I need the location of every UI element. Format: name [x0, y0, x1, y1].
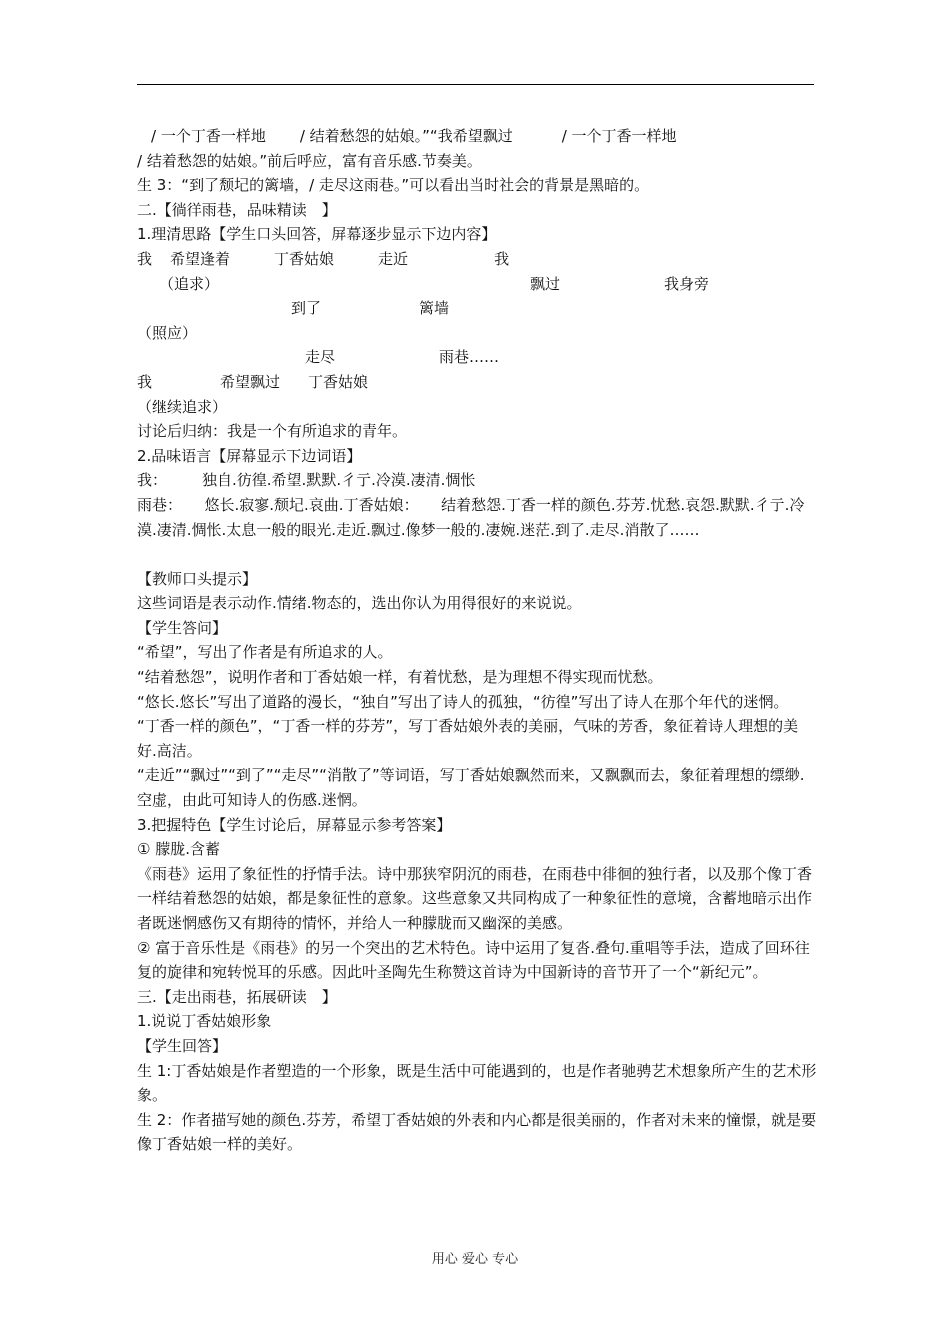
diagram-label: 希望逢着 — [170, 249, 231, 268]
diagram-row — [137, 345, 817, 370]
header-rule — [137, 84, 814, 85]
diagram-label: 飘过 — [530, 274, 561, 293]
diagram-label: 我 — [137, 249, 153, 268]
section-heading: 二.【徜徉雨巷，品味精读 】 — [137, 200, 337, 219]
word-label: 我： — [137, 471, 168, 490]
paragraph: ② 富于音乐性是《雨巷》的另一个突出的艺术特色。诗中运用了复沓.叠句.重唱等手法，造成了回环往复的旋律和宛转悦耳的乐感。因此叶圣陶先生称赞这首诗为中国新诗的音节开了一个“新纪元”。 — [137, 938, 810, 982]
text-line: 【学生答问】 — [137, 618, 228, 637]
subsection-heading: 3.把握特色【学生讨论后，屏幕显示参考答案】 — [137, 815, 452, 834]
text-fragment: / 一个丁香一样地 — [151, 127, 266, 145]
text-line: ① 朦胧.含蓄 — [137, 840, 220, 859]
word-list: 独自.彷徨.希望.默默.彳亍.冷漠.凄清.惆怅 — [202, 471, 476, 490]
diagram-row — [137, 296, 817, 321]
subsection-heading: 1.理清思路【学生口头回答，屏幕逐步显示下边内容】 — [137, 225, 497, 244]
diagram-label: （继续追求） — [137, 397, 228, 416]
paragraph: 雨巷： 悠长.寂寥.颓圮.哀曲.丁香姑娘： 结着愁怨.丁香一样的颜色.芬芳.忧愁.哀怨.默默.彳亍.冷漠.凄清.惆怅.太息一般的眼光.走近.飘过.像梦一般的.凄婉.迷茫.到了.走尽.消散了…… — [137, 495, 805, 539]
paragraph: “丁香一样的颜色”，“丁香一样的芬芳”，写丁香姑娘外表的美丽，气味的芳香，象征着诗人理想的美好.高洁。 — [137, 717, 799, 760]
blank-line — [137, 542, 817, 567]
diagram-row — [137, 370, 817, 395]
diagram-label: （追求） — [159, 274, 220, 293]
diagram-label: 我 — [494, 249, 510, 268]
subsection-heading: 2.品味语言【屏幕显示下边词语】 — [137, 446, 362, 465]
diagram-label: 走近 — [378, 249, 409, 268]
text-line: 生 3：“到了颓圮的篱墙，/ 走尽这雨巷。”可以看出当时社会的背景是黑暗的。 — [137, 176, 650, 195]
diagram-row — [137, 247, 817, 272]
document-body — [137, 124, 817, 1157]
diagram-label: 篱墙 — [419, 299, 450, 318]
paragraph: 《雨巷》运用了象征性的抒情手法。诗中那狭窄阴沉的雨巷，在雨巷中徘徊的独行者，以及那个像丁香一样结着愁怨的姑娘，都是象征性的意象。这些意象又共同构成了一种象征性的意境，含蓄地暗示出作者既迷惘感伤又有期待的情怀，并给人一种朦胧而又幽深的美感。 — [137, 864, 813, 932]
text-line: 讨论后归纳：我是一个有所追求的青年。 — [137, 422, 408, 441]
paragraph: “走近”“飘过”“到了”“走尽”“消散了”等词语，写丁香姑娘飘然而来，又飘飘而去，象征着理想的缥缈.空虚，由此可知诗人的伤感.迷惘。 — [137, 766, 805, 810]
diagram-row — [137, 395, 817, 420]
text-line — [137, 124, 817, 149]
text-line: 【教师口头提示】 — [137, 569, 258, 588]
diagram-label: （照应） — [137, 323, 198, 342]
diagram-label: 希望飘过 — [220, 372, 281, 391]
text-line — [137, 468, 817, 493]
diagram-label: 丁香姑娘 — [308, 372, 369, 391]
diagram-label: 走尽 — [305, 348, 336, 367]
diagram-label: 我身旁 — [664, 274, 710, 293]
text-line: / 结着愁怨的姑娘。”前后呼应，富有音乐感.节奏美。 — [137, 151, 482, 170]
text-fragment: / 结着愁怨的姑娘。”“我希望飘过 — [299, 127, 513, 145]
section-heading: 三.【走出雨巷，拓展研读 】 — [137, 987, 337, 1006]
paragraph: “希望”，写出了作者是有所追求的人。 — [137, 643, 393, 662]
text-fragment: / 一个丁香一样地 — [561, 127, 677, 145]
diagram-row — [137, 321, 817, 346]
text-line: 【学生回答】 — [137, 1036, 228, 1055]
diagram-label: 雨巷…… — [439, 348, 500, 367]
page-footer: 用心 爱心 专心 — [431, 1252, 519, 1267]
paragraph: 生 2：作者描写她的颜色.芬芳，希望丁香姑娘的外表和内心都是很美丽的，作者对未来的憧憬，就是要像丁香姑娘一样的美好。 — [137, 1110, 817, 1154]
diagram-label: 我 — [137, 372, 153, 391]
paragraph: “悠长.悠长”写出了道路的漫长，“独自”写出了诗人的孤独，“彷徨”写出了诗人在那个年代的迷惘。 — [137, 692, 789, 711]
paragraph: “结着愁怨”，说明作者和丁香姑娘一样，有着忧愁，是为理想不得实现而忧愁。 — [137, 668, 663, 687]
subsection-heading: 1.说说丁香姑娘形象 — [137, 1012, 272, 1031]
diagram-label: 到了 — [291, 299, 322, 318]
diagram-label: 丁香姑娘 — [274, 249, 335, 268]
paragraph: 生 1:丁香姑娘是作者塑造的一个形象，既是生活中可能遇到的，也是作者驰骋艺术想象所产生的艺术形象。 — [137, 1061, 817, 1105]
text-line: 这些词语是表示动作.情绪.物态的，选出你认为用得很好的来说说。 — [137, 594, 582, 613]
diagram-row — [137, 272, 817, 297]
